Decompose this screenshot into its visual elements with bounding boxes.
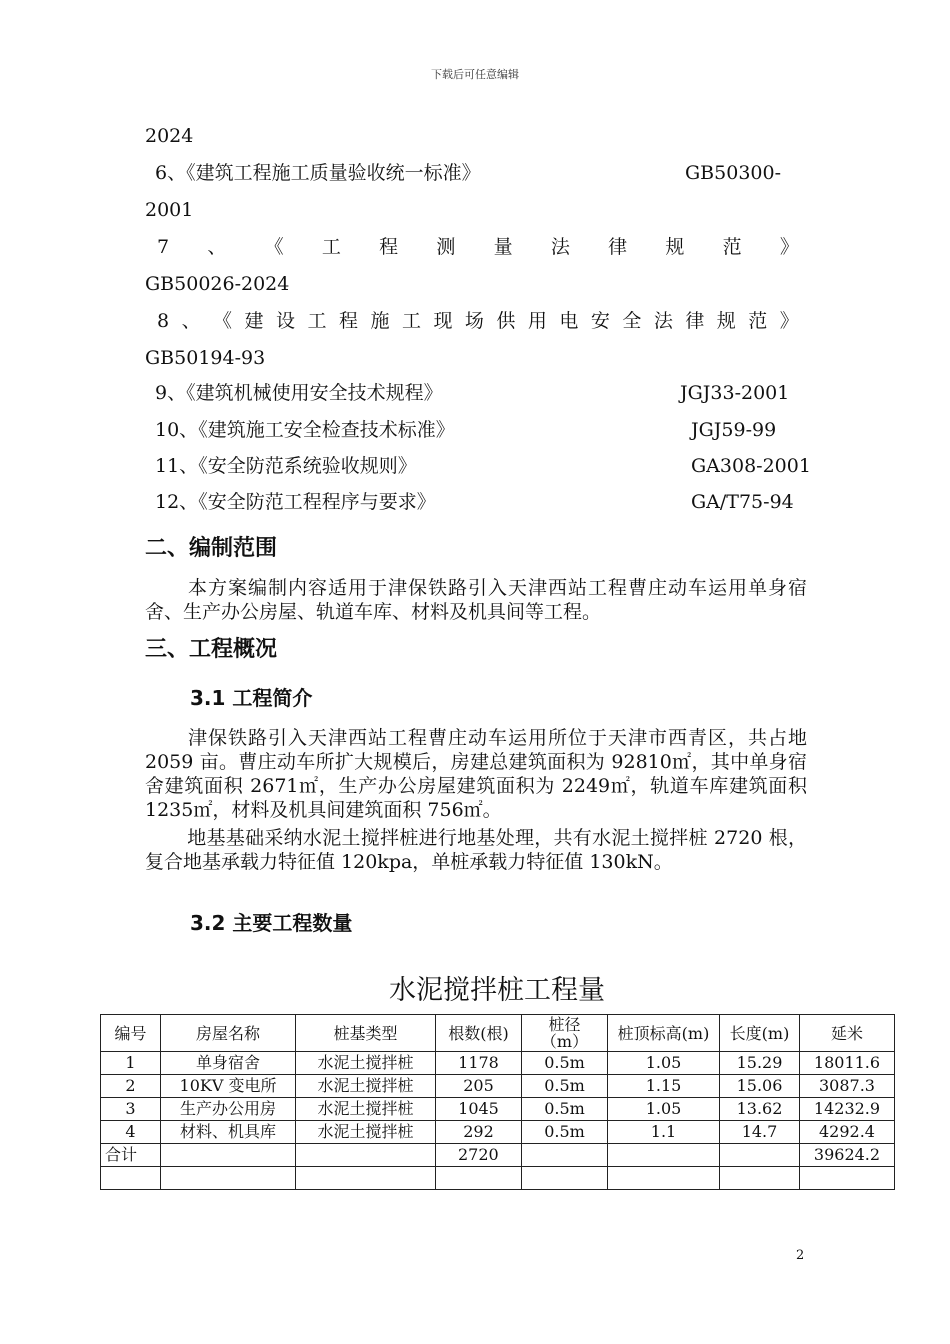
table-cell (161, 1144, 296, 1167)
ref-char: 、 (207, 236, 227, 258)
table-cell (720, 1144, 800, 1167)
table-cell: 合计 (101, 1144, 161, 1167)
table-cell: 单身宿舍 (161, 1052, 296, 1075)
table-cell: 205 (436, 1075, 522, 1098)
ref-char: 规 (665, 236, 685, 258)
ref-title: 《建筑工程施工质量验收统一标准》 (186, 162, 481, 184)
ref-char: 工 (321, 236, 341, 258)
ref-char: 规 (716, 310, 736, 332)
ref-char: 电 (559, 310, 579, 332)
table-cell: 15.29 (720, 1052, 800, 1075)
ref-title: 《建筑施工安全检查技术标准》 (198, 419, 455, 441)
table-cell: 0.5m (522, 1121, 608, 1144)
table-cell: 水泥土搅拌桩 (296, 1075, 436, 1098)
ref-code: JGJ33-2001 (680, 382, 790, 404)
ref-char: 律 (685, 310, 705, 332)
table-cell (608, 1144, 720, 1167)
table-cell (522, 1144, 608, 1167)
ref-continuation-line: 2001 (145, 199, 194, 221)
ref-char: 程 (338, 310, 358, 332)
column-header: 长度(m) (720, 1015, 800, 1052)
column-header: 桩径（m） (522, 1015, 608, 1052)
table-cell: 水泥土搅拌桩 (296, 1052, 436, 1075)
table-row (101, 1052, 895, 1075)
ref-code: GA308-2001 (691, 455, 811, 477)
paragraph (145, 726, 807, 822)
ref-char: 测 (436, 236, 456, 258)
ref-char: 工 (307, 310, 327, 332)
table-cell (296, 1167, 436, 1190)
table-cell: 3 (101, 1098, 161, 1121)
ref-continuation-line: GB50194-93 (145, 347, 266, 369)
ref-item-10 (155, 418, 807, 442)
ref-item-6 (155, 161, 807, 185)
table-cell: 1045 (436, 1098, 522, 1121)
ref-char: 场 (464, 310, 484, 332)
ref-char: 全 (622, 310, 642, 332)
ref-title: 《安全防范系统验收规则》 (198, 455, 417, 477)
ref-char: 施 (370, 310, 390, 332)
paragraph-text: 本方案编制内容适用于津保铁路引入天津西站工程曹庄动车运用单身宿舍、生产办公房屋、轨道车库、材料及机具间等工程。 (145, 577, 807, 623)
table-cell (608, 1167, 720, 1190)
ref-code: GA/T75-94 (691, 491, 794, 513)
ref-number: 11、 (155, 455, 199, 477)
ref-continuation-line: GB50026-2024 (145, 273, 290, 295)
ref-char: 安 (590, 310, 610, 332)
table-cell: 1178 (436, 1052, 522, 1075)
table-cell: 0.5m (522, 1075, 608, 1098)
ref-char: 法 (550, 236, 570, 258)
ref-char: 》 (779, 310, 799, 332)
ref-char: 范 (748, 310, 768, 332)
table-cell: 1.05 (608, 1098, 720, 1121)
table-cell: 1.1 (608, 1121, 720, 1144)
ref-char: 、 (181, 310, 201, 332)
column-header: 延米 (800, 1015, 895, 1052)
table-row (101, 1167, 895, 1190)
ref-title: 《建筑机械使用安全技术规程》 (186, 382, 443, 404)
column-header: 桩基类型 (296, 1015, 436, 1052)
ref-char: 律 (608, 236, 628, 258)
table-cell (800, 1167, 895, 1190)
ref-char: 工 (401, 310, 421, 332)
table-cell: 3087.3 (800, 1075, 895, 1098)
table-row (101, 1098, 895, 1121)
page-header: 下载后可任意编辑 (431, 68, 519, 81)
table-title: 水泥搅拌桩工程量 (389, 975, 605, 1006)
table-cell: 水泥土搅拌桩 (296, 1121, 436, 1144)
subsection-heading: 3.2 主要工程数量 (190, 911, 353, 935)
page-number: 2 (796, 1248, 805, 1263)
table-cell (296, 1144, 436, 1167)
table-total-row (101, 1144, 895, 1167)
table-cell: 1.15 (608, 1075, 720, 1098)
ref-item-9 (155, 381, 807, 405)
table-row (101, 1121, 895, 1144)
table-cell: 水泥土搅拌桩 (296, 1098, 436, 1121)
ref-item-11 (155, 454, 811, 478)
table-cell: 14232.9 (800, 1098, 895, 1121)
table-cell (522, 1167, 608, 1190)
table-cell: 0.5m (522, 1052, 608, 1075)
table-cell: 0.5m (522, 1098, 608, 1121)
table-cell: 13.62 (720, 1098, 800, 1121)
table-cell (161, 1167, 296, 1190)
ref-char: 《 (213, 310, 233, 332)
table-cell: 4292.4 (800, 1121, 895, 1144)
table-cell: 1.05 (608, 1052, 720, 1075)
table-cell: 292 (436, 1121, 522, 1144)
ref-code: GB50300- (685, 162, 782, 184)
table-cell (101, 1167, 161, 1190)
ref-number: 12、 (155, 491, 199, 513)
table-cell: 14.7 (720, 1121, 800, 1144)
pile-quantity-table (100, 1014, 895, 1190)
table-cell: 材料、机具库 (161, 1121, 296, 1144)
ref-code: JGJ59-99 (691, 419, 777, 441)
table-header-row (101, 1015, 895, 1052)
subsection-heading: 3.1 工程简介 (190, 686, 313, 710)
table-cell: 10KV 变电所 (161, 1075, 296, 1098)
ref-char: 建 (244, 310, 264, 332)
table-cell: 39624.2 (800, 1144, 895, 1167)
ref-item-12 (155, 490, 807, 514)
ref-item-7 (157, 235, 799, 259)
paragraph (145, 826, 807, 874)
section-heading: 二、编制范围 (145, 536, 278, 561)
paragraph-text: 津保铁路引入天津西站工程曹庄动车运用所位于天津市西青区，共占地 2059 亩。曹庄动车所扩大规模后，房建总建筑面积为 92810㎡，其中单身宿舍建筑面积 2671㎡，生产办公房屋建筑面积为 2249㎡，轨道车库建筑面积 1235㎡，材料及机具间建筑面积 756㎡。 (145, 727, 807, 821)
ref-char: 《 (264, 236, 284, 258)
ref-char: 程 (379, 236, 399, 258)
section-heading: 三、工程概况 (145, 637, 278, 662)
ref-continuation-line: 2024 (145, 125, 194, 147)
ref-number: 10、 (155, 419, 199, 441)
table-row (101, 1075, 895, 1098)
ref-char: 》 (779, 236, 799, 258)
ref-char: 设 (276, 310, 296, 332)
ref-char: 法 (653, 310, 673, 332)
ref-title: 《安全防范工程程序与要求》 (198, 491, 436, 513)
ref-char: 量 (493, 236, 513, 258)
ref-number: 9、 (155, 382, 187, 404)
table-cell: 1 (101, 1052, 161, 1075)
ref-item-8 (157, 309, 799, 333)
table-cell: 2 (101, 1075, 161, 1098)
ref-char: 供 (496, 310, 516, 332)
table-cell: 生产办公用房 (161, 1098, 296, 1121)
table-cell: 4 (101, 1121, 161, 1144)
ref-char: 8 (157, 310, 170, 332)
paragraph (145, 576, 807, 624)
column-header: 桩顶标高(m) (608, 1015, 720, 1052)
table-cell (436, 1167, 522, 1190)
table-cell: 18011.6 (800, 1052, 895, 1075)
table-cell: 2720 (436, 1144, 522, 1167)
ref-char: 范 (722, 236, 742, 258)
ref-number: 6、 (155, 162, 187, 184)
ref-char: 7 (157, 236, 170, 258)
ref-char: 用 (527, 310, 547, 332)
table-cell: 15.06 (720, 1075, 800, 1098)
paragraph-text: 地基基础采纳水泥土搅拌桩进行地基处理，共有水泥土搅拌桩 2720 根，复合地基承载力特征值 120kpa，单桩承载力特征值 130kN。 (145, 827, 807, 873)
ref-char: 现 (433, 310, 453, 332)
column-header: 房屋名称 (161, 1015, 296, 1052)
table-cell (720, 1167, 800, 1190)
column-header: 根数(根) (436, 1015, 522, 1052)
column-header: 编号 (101, 1015, 161, 1052)
